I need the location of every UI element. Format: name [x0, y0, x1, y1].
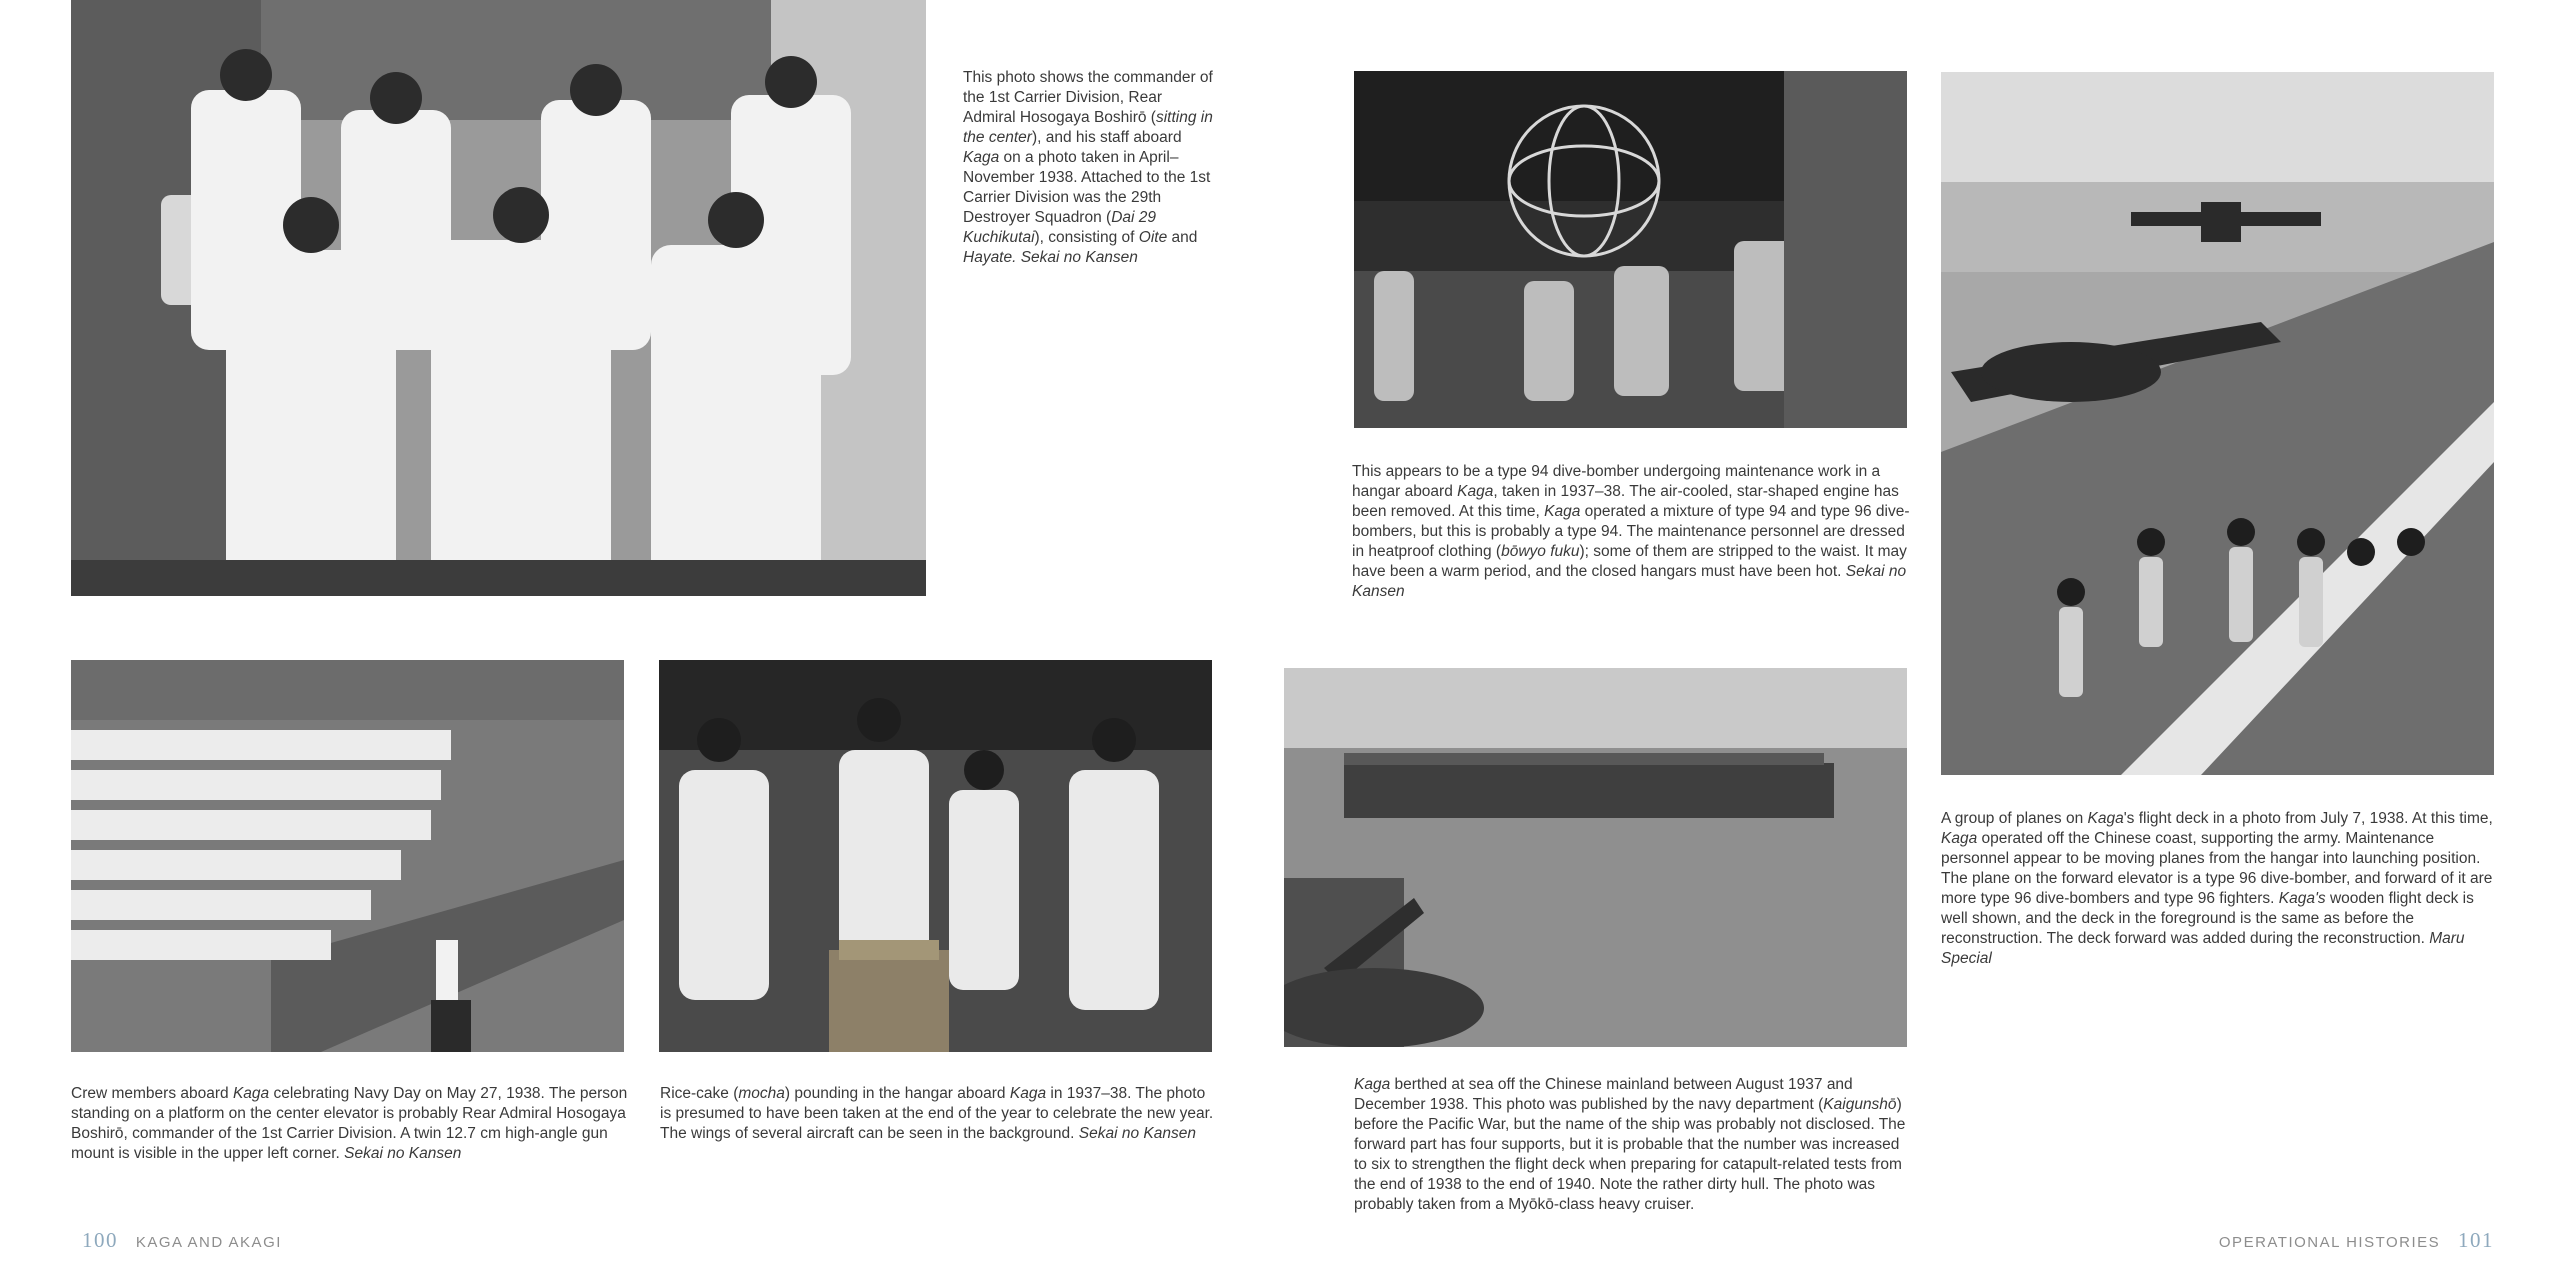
page-number-right: 101: [2458, 1228, 2494, 1252]
photo-rice-cake-pounding: [659, 660, 1212, 1052]
running-head-right: OPERATIONAL HISTORIES: [2218, 1234, 2441, 1251]
folio-left: [82, 1228, 282, 1253]
photo-navy-day-crew: [71, 660, 624, 1052]
caption-kaga-berthed: Kaga berthed at sea off the Chinese mainland between August 1937 and December 1938. This photo was published by the navy department (Kaigunshō) before the Pacific War, but the name of the ship was probably not disclosed. The forward part has four supports, but it is probable that the number was increased to six to strengthen the flight deck when preparing for catapult-related tests from the end of 1938 to the end of 1940. Note the rather dirty hull. The photo was probably taken from a Myōkō-class heavy cruiser.: [1354, 1076, 1906, 1213]
photo-flight-deck-planes: [1941, 72, 2494, 775]
caption-divebomber: This appears to be a type 94 dive-bomber undergoing maintenance work in a hangar aboard Kaga, taken in 1937–38. The air-cooled, star-shaped engine has been removed. At this time, Kaga operated a mixture of type 94 and type 96 dive-bombers, but this is probably a type 94. The maintenance personnel are dressed in heatproof clothing (bōwyo fuku); some of them are stripped to the waist. It may have been a warm period, and the closed hangars must have been hot. Sekai no Kansen: [1352, 463, 1910, 600]
caption-rice-cake: Rice-cake (mocha) pounding in the hangar aboard Kaga in 1937–38. The photo is presumed to have been taken at the end of the year to celebrate the new year. The wings of several aircraft can be seen in the background. Sekai no Kansen: [660, 1085, 1214, 1142]
photo-divebomber-hangar: [1354, 71, 1907, 428]
page-number-left: 100: [82, 1228, 118, 1252]
caption-flight-deck: A group of planes on Kaga's flight deck in a photo from July 7, 1938. At this time, Kaga operated off the Chinese coast, supporting the army. Maintenance personnel appear to be moving planes from the hangar into launching position. The plane on the forward elevator is a type 96 dive-bomber, and forward of it are more type 96 dive-bombers and type 96 fighters. Kaga's wooden flight deck is well shown, and the deck in the foreground is the same as before the reconstruction. The deck forward was added during the reconstruction. Maru Special: [1941, 810, 2493, 967]
folio-right: [2219, 1228, 2494, 1253]
running-head-left: KAGA AND AKAGI: [135, 1234, 282, 1251]
caption-commander: This photo shows the commander of the 1st Carrier Division, Rear Admiral Hosogaya Boshirō (sitting in the center), and his staff aboard Kaga on a photo taken in April–November 1938. Attached to the 1st Carrier Division was the 29th Destroyer Squadron (Dai 29 Kuchikutai), consisting of Oite and Hayate. Sekai no Kansen: [963, 69, 1213, 266]
photo-kaga-at-sea: [1284, 668, 1907, 1047]
caption-navy-day: Crew members aboard Kaga celebrating Navy Day on May 27, 1938. The person standing on a platform on the center elevator is probably Rear Admiral Hosogaya Boshirō, commander of the 1st Carrier Division. A twin 12.7 cm high-angle gun mount is visible in the upper left corner. Sekai no Kansen: [71, 1085, 628, 1162]
photo-commander-staff: [71, 0, 926, 596]
